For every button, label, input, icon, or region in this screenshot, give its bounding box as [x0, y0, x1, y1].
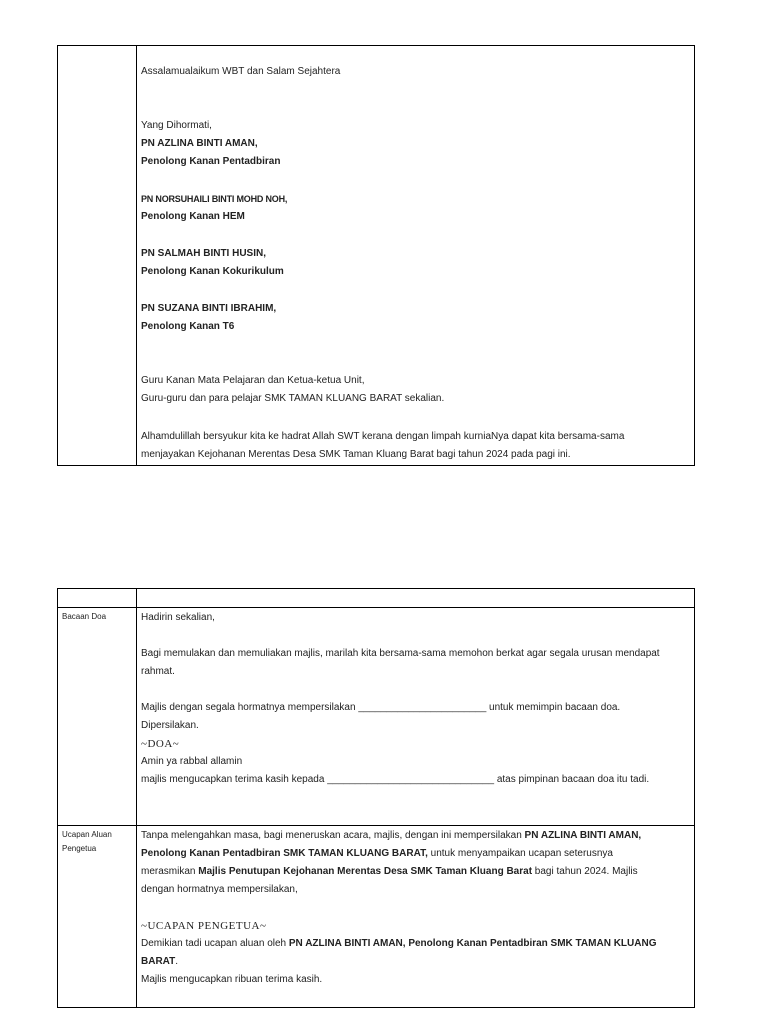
honorific: Yang Dihormati, — [141, 120, 212, 131]
text-run: Demikian tadi ucapan aluan oleh — [141, 938, 289, 949]
section-label: Bacaan Doa — [62, 612, 107, 621]
text-run: merasmikan — [141, 866, 199, 877]
doa-line: majlis mengucapkan terima kasih kepada ______________________________ atas pimpinan bacaan doa itu tadi. — [141, 774, 650, 785]
header-cell — [58, 589, 137, 608]
pengetua-line — [141, 827, 694, 845]
opening-paragraph-line: menjayakan Kejohanan Merentas Desa SMK Taman Kluang Barat bagi tahun 2024 pada pagi ini. — [141, 449, 571, 460]
table-row — [58, 826, 695, 1008]
doa-heading: ~DOA~ — [141, 738, 180, 750]
principal-title: Penolong Kanan Pentadbiran SMK TAMAN KLUANG BARAT, — [141, 848, 428, 859]
doa-line: Dipersilakan. — [141, 720, 199, 731]
dignitary-name: PN SUZANA BINTI IBRAHIM, — [141, 303, 277, 314]
label-cell — [58, 46, 137, 466]
content-cell — [137, 46, 695, 466]
dignitary-role: Penolong Kanan Pentadbiran — [141, 156, 281, 167]
dignitary-role: Penolong Kanan T6 — [141, 321, 235, 332]
text-run: bagi tahun 2024. Majlis — [532, 866, 638, 877]
table-row — [58, 608, 695, 826]
opening-paragraph-line: Alhamdulillah bersyukur kita ke hadrat Allah SWT kerana dengan limpah kurniaNya dapat kita bersama-sama — [141, 431, 625, 442]
doa-line: Hadirin sekalian, — [141, 612, 215, 623]
text-run: . — [175, 956, 179, 967]
dignitary-name: PN AZLINA BINTI AMAN, — [141, 138, 258, 149]
principal-name: PN AZLINA BINTI AMAN, Penolong Kanan Pentadbiran SMK TAMAN KLUANG — [288, 938, 657, 949]
section-label-cell — [58, 826, 137, 1008]
table-header-row — [58, 589, 695, 608]
doa-line: Majlis dengan segala hormatnya mempersilakan _______________________ untuk memimpin bacaan doa. — [141, 702, 621, 713]
principal-name: PN AZLINA BINTI AMAN, — [524, 830, 642, 841]
dignitary-role: Penolong Kanan Kokurikulum — [141, 266, 284, 277]
program-table — [57, 588, 695, 1008]
section-content-cell — [137, 826, 695, 1008]
greeting: Assalamualaikum WBT dan Salam Sejahtera — [141, 66, 341, 77]
doa-line: rahmat. — [141, 666, 175, 677]
section-label-cell — [58, 608, 137, 826]
dignitary-name: PN NORSUHAILI BINTI MOHD NOH, — [141, 194, 288, 204]
pengetua-line: dengan hormatnya mempersilakan, — [141, 884, 298, 895]
doa-line: Bagi memulakan dan memuliakan majlis, marilah kita bersama-sama memohon berkat agar segala urusan mendapat — [141, 648, 660, 659]
table-row — [58, 46, 695, 466]
doa-line: Amin ya rabbal allamin — [141, 756, 243, 767]
text-run: untuk menyampaikan ucapan seterusnya — [427, 848, 613, 859]
pengetua-line — [141, 845, 694, 863]
section-label: Ucapan Aluan Pengetua — [62, 830, 112, 853]
pengetua-line: Majlis mengucapkan ribuan terima kasih. — [141, 974, 323, 985]
event-name: Majlis Penutupan Kejohanan Merentas Desa SMK Taman Kluang Barat — [198, 866, 533, 877]
section-content-cell — [137, 608, 695, 826]
pengetua-line — [141, 953, 694, 971]
opening-table — [57, 45, 695, 466]
audience-line: Guru-guru dan para pelajar SMK TAMAN KLUANG BARAT sekalian. — [141, 393, 445, 404]
principal-title: BARAT — [141, 956, 176, 967]
dignitary-name: PN SALMAH BINTI HUSIN, — [141, 248, 266, 259]
text-run: Tanpa melengahkan masa, bagi meneruskan acara, majlis, dengan ini mempersilakan — [141, 830, 525, 841]
pengetua-line — [141, 935, 694, 953]
dignitary-role: Penolong Kanan HEM — [141, 211, 245, 222]
audience-line: Guru Kanan Mata Pelajaran dan Ketua-ketua Unit, — [141, 375, 365, 386]
header-cell — [137, 589, 695, 608]
pengetua-heading: ~UCAPAN PENGETUA~ — [141, 920, 267, 932]
pengetua-line — [141, 863, 694, 881]
